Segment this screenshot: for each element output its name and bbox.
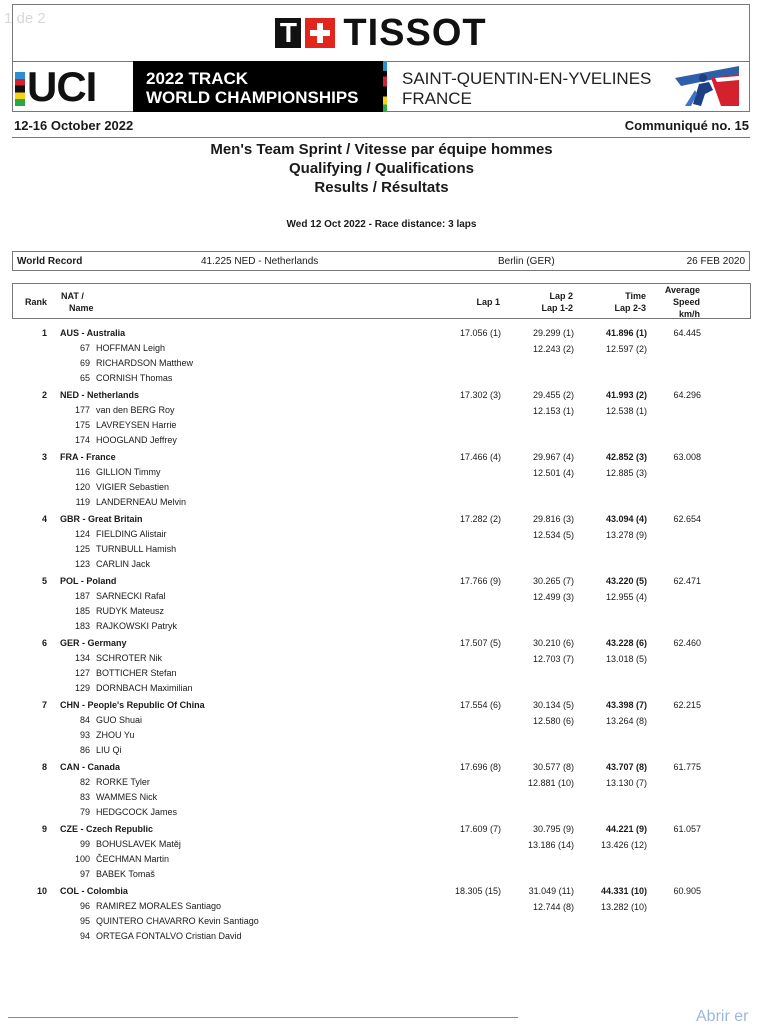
lap1-time: 17.466 (4) [459,452,501,462]
header-speed: Speed [672,297,700,307]
header-nat: NAT / [61,291,84,301]
team-rank: 3 [41,452,47,462]
rider-name: LAVREYSEN Harrie [96,420,177,430]
lap1-time: 17.302 (3) [459,390,501,400]
rider-bib: 119 [75,497,90,507]
team-nation: POL - Poland [60,576,117,586]
average-speed: 62.460 [673,638,701,648]
header-name: Name [69,303,94,313]
team-row [0,324,763,386]
team-nation: CHN - People's Republic Of China [60,700,205,710]
rider-bib: 94 [79,931,90,941]
event-banner [12,4,750,112]
average-speed: 60.905 [673,886,701,896]
team-nation: COL - Colombia [60,886,128,896]
average-speed: 64.296 [673,390,701,400]
rider-bib: 79 [79,807,90,817]
lap2-time: 30.210 (6) [532,638,574,648]
results-table [0,324,763,944]
rider-bib: 95 [79,916,90,926]
team-rank: 6 [41,638,47,648]
team-row [0,820,763,882]
lap1-time: 17.282 (2) [459,514,501,524]
venue [402,69,651,109]
rider-row [0,869,763,883]
rider-row [0,854,763,868]
rider-name: QUINTERO CHAVARRO Kevin Santiago [96,916,259,926]
rider-bib: 174 [74,435,90,445]
rider-name: CARLIN Jack [96,559,151,569]
lap23-split: 13.278 (9) [605,530,647,540]
lap2-time: 30.265 (7) [532,576,574,586]
rider-bib: 127 [74,668,90,678]
team-rank: 4 [41,514,47,524]
lap12-split: 12.499 (3) [532,592,574,602]
rider-name: WAMMES Nick [96,792,158,802]
rider-bib: 123 [74,559,90,569]
event-line-1: 2022 TRACK [146,69,249,88]
team-row [0,572,763,634]
final-time: 43.707 (8) [605,762,647,772]
championship-title-box [133,61,387,112]
lap1-time: 17.696 (8) [459,762,501,772]
footer-divider [8,1017,518,1018]
lap1-time: 17.609 (7) [459,824,501,834]
team-nation: CZE - Czech Republic [60,824,154,834]
rider-bib: 93 [79,730,90,740]
average-speed: 63.008 [673,452,701,462]
lap2-time: 29.455 (2) [532,390,574,400]
final-time: 44.331 (10) [600,886,647,896]
final-time: 41.896 (1) [605,328,647,338]
lap1-time: 18.305 (15) [454,886,501,896]
rider-row [0,358,763,372]
lap12-split: 12.744 (8) [532,902,574,912]
rider-name: TURNBULL Hamish [96,544,177,554]
rider-bib: 84 [79,715,90,725]
team-rank: 9 [41,824,47,834]
rider-name: GUO Shuai [96,715,143,725]
world-record-label: World Record [17,256,83,267]
rider-name: HOFFMAN Leigh [96,343,166,353]
rider-bib: 82 [79,777,90,787]
average-speed: 61.775 [673,762,701,772]
rider-name: van den BERG Roy [96,405,175,415]
rider-bib: 120 [74,482,90,492]
rider-name: BABEK Tomaš [96,869,155,879]
rider-name: HEDGCOCK James [96,807,178,817]
header-lap2: Lap 2 [549,291,573,301]
final-time: 43.220 (5) [605,576,647,586]
rider-row [0,435,763,449]
rider-bib: 134 [74,653,90,663]
final-time: 43.398 (7) [605,700,647,710]
rider-row [0,467,763,481]
rider-row [0,901,763,915]
world-record-box [12,251,750,271]
rider-bib: 175 [74,420,90,430]
rainbow-divider [383,61,387,112]
rider-bib: 129 [74,683,90,693]
lap12-split: 12.153 (1) [532,406,574,416]
team-row [0,386,763,448]
header-rank: Rank [25,297,48,307]
rider-name: CORNISH Thomas [96,373,173,383]
rider-row [0,621,763,635]
sponsor-logo [13,5,749,62]
lap12-split: 12.703 (7) [532,654,574,664]
rider-name: HOOGLAND Jeffrey [96,435,177,445]
lap23-split: 13.426 (12) [600,840,647,850]
rider-name: BOTTICHER Stefan [96,668,177,678]
lap12-split: 12.580 (6) [532,716,574,726]
header-kmh: km/h [678,309,700,319]
rider-row [0,777,763,791]
divider [12,137,750,138]
header-lap1: Lap 1 [476,297,500,307]
lap23-split: 13.282 (10) [600,902,647,912]
rider-name: RUDYK Mateusz [96,606,165,616]
rider-name: ČECHMAN Martin [96,854,170,864]
rider-row [0,931,763,945]
communique-number: Communiqué no. 15 [624,118,749,133]
rider-bib: 83 [79,792,90,802]
lap12-split: 12.501 (4) [532,468,574,478]
team-nation: NED - Netherlands [60,390,140,400]
lap23-split: 12.538 (1) [605,406,647,416]
header-time: Time [625,291,646,301]
team-rank: 10 [36,886,47,896]
championship-banner [13,61,749,112]
rider-row [0,559,763,573]
final-time: 43.228 (6) [605,638,647,648]
final-time: 42.852 (3) [605,452,647,462]
swiss-cross-icon [305,18,335,48]
venue-country: FRANCE [402,89,472,108]
rider-bib: 86 [79,745,90,755]
team-row [0,882,763,944]
lap1-time: 17.507 (5) [459,638,501,648]
rider-row [0,373,763,387]
average-speed: 62.471 [673,576,701,586]
team-row [0,758,763,820]
venue-city: SAINT-QUENTIN-EN-YVELINES [402,69,652,88]
world-record-place: Berlin (GER) [498,256,555,267]
race-info: Wed 12 Oct 2022 - Race distance: 3 laps [286,219,477,230]
rider-row [0,668,763,682]
rider-bib: 124 [74,529,90,539]
average-speed: 61.057 [673,824,701,834]
tissot-t-mark: T [275,18,301,48]
rider-bib: 99 [79,839,90,849]
cyclist-logo-icon [671,64,741,108]
lap2-time: 30.577 (8) [532,762,574,772]
rider-bib: 183 [74,621,90,631]
event-title: Men's Team Sprint / Vitesse par équipe hommes [210,141,553,158]
rider-name: LANDERNEAU Melvin [96,497,187,507]
lap2-time: 29.299 (1) [532,328,574,338]
rider-name: ZHOU Yu [96,730,135,740]
rider-row [0,653,763,667]
team-row [0,448,763,510]
rider-bib: 116 [75,467,90,477]
rider-row [0,420,763,434]
average-speed: 62.654 [673,514,701,524]
team-nation: GER - Germany [60,638,127,648]
rainbow-stripes-icon [15,72,25,106]
lap23-split: 12.885 (3) [605,468,647,478]
lap23-split: 13.130 (7) [605,778,647,788]
rider-name: ORTEGA FONTALVO Cristian David [96,931,242,941]
rider-bib: 97 [79,869,90,879]
sponsor-name: TISSOT [343,12,487,54]
round-title: Qualifying / Qualifications [288,160,475,177]
rider-row [0,544,763,558]
rider-row [0,807,763,821]
team-nation: GBR - Great Britain [60,514,143,524]
rider-row [0,591,763,605]
page-indicator: 1 de 2 [4,10,46,27]
rider-row [0,715,763,729]
rider-row [0,916,763,930]
lap1-time: 17.056 (1) [459,328,501,338]
rider-bib: 67 [79,343,90,353]
rider-row [0,482,763,496]
lap12-split: 13.186 (14) [527,840,574,850]
results-title: Results / Résultats [314,179,449,196]
lap23-split: 12.597 (2) [605,344,647,354]
rider-name: VIGIER Sebastien [96,482,170,492]
rider-name: RICHARDSON Matthew [96,358,194,368]
rider-bib: 96 [79,901,90,911]
lap23-split: 13.018 (5) [605,654,647,664]
lap12-split: 12.881 (10) [527,778,574,788]
rider-name: GILLION Timmy [96,467,161,477]
final-time: 44.221 (9) [605,824,647,834]
championship-title [146,69,359,107]
rider-row [0,745,763,759]
world-record-time: 41.225 NED - Netherlands [201,256,319,267]
rider-bib: 177 [74,405,90,415]
rider-row [0,529,763,543]
average-speed: 64.445 [673,328,701,338]
lap2-time: 30.795 (9) [532,824,574,834]
team-rank: 5 [41,576,47,586]
rider-name: DORNBACH Maximilian [96,683,193,693]
lap23-split: 13.264 (8) [605,716,647,726]
team-row [0,510,763,572]
rider-bib: 69 [79,358,90,368]
uci-logo: UCI [27,63,97,110]
rider-row [0,839,763,853]
team-row [0,634,763,696]
team-rank: 2 [41,390,47,400]
rider-row [0,343,763,357]
rider-bib: 185 [74,606,90,616]
rider-row [0,792,763,806]
header-lap23: Lap 2-3 [614,303,646,313]
event-dates: 12-16 October 2022 [14,118,134,133]
rider-name: SCHROTER Nik [96,653,163,663]
rider-name: FIELDING Alistair [96,529,167,539]
rider-row [0,683,763,697]
lap2-time: 30.134 (5) [532,700,574,710]
team-rank: 7 [41,700,47,710]
lap2-time: 29.816 (3) [532,514,574,524]
team-row [0,696,763,758]
rider-bib: 100 [74,854,90,864]
rider-name: SARNECKI Rafal [96,591,166,601]
team-rank: 8 [41,762,47,772]
lap12-split: 12.243 (2) [532,344,574,354]
rider-bib: 187 [74,591,90,601]
event-line-2: WORLD CHAMPIONSHIPS [146,88,359,107]
rider-row [0,405,763,419]
world-record-date: 26 FEB 2020 [686,256,745,267]
header-lap12: Lap 1-2 [541,303,573,313]
final-time: 43.094 (4) [605,514,647,524]
final-time: 41.993 (2) [605,390,647,400]
lap1-time: 17.554 (6) [459,700,501,710]
lap2-time: 31.049 (11) [528,886,574,896]
rider-row [0,497,763,511]
rider-row [0,730,763,744]
rider-name: RORKE Tyler [96,777,150,787]
rider-name: BOHUSLAVEK Matěj [96,839,181,849]
lap1-time: 17.766 (9) [459,576,501,586]
lap23-split: 12.955 (4) [605,592,647,602]
rider-name: RAJKOWSKI Patryk [96,621,178,631]
rider-bib: 65 [79,373,90,383]
average-speed: 62.215 [673,700,701,710]
lap2-time: 29.967 (4) [532,452,574,462]
rider-row [0,606,763,620]
table-header [12,283,751,319]
header-average: Average [664,285,700,295]
rider-bib: 125 [74,544,90,554]
team-rank: 1 [41,328,47,338]
lap12-split: 12.534 (5) [532,530,574,540]
team-nation: FRA - France [60,452,116,462]
open-in-app-link[interactable]: Abrir er [696,1008,749,1025]
document-titles [0,140,763,197]
rider-name: RAMIREZ MORALES Santiago [96,901,222,911]
rider-name: LIU Qi [96,745,122,755]
team-nation: AUS - Australia [60,328,126,338]
team-nation: CAN - Canada [60,762,121,772]
